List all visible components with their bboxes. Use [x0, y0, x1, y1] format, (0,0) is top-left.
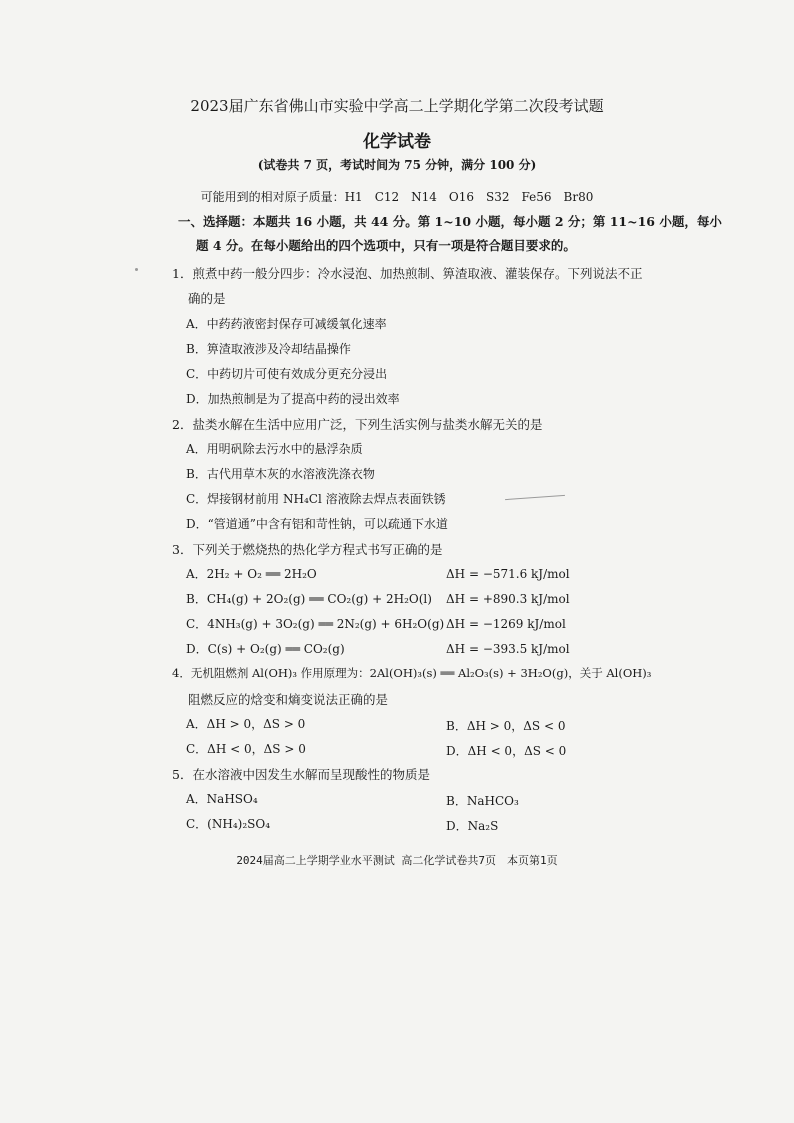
q5-option-b: B．NaHCO₃: [446, 794, 519, 808]
q4-option-c: C．ΔH < 0，ΔS > 0: [186, 742, 306, 756]
q2-option-b: B．古代用草木灰的水溶液洗涤衣物: [186, 467, 375, 481]
q3-option-b-enthalpy: ΔH = +890.3 kJ/mol: [446, 592, 570, 606]
q2-option-d: D．“管道通”中含有铝和苛性钠，可以疏通下水道: [186, 517, 448, 531]
q4-option-b: B．ΔH > 0，ΔS < 0: [446, 719, 566, 733]
q1-option-a: A．中药药液密封保存可减缓氧化速率: [186, 317, 387, 331]
q3-option-b: B．CH₄(g) + 2O₂(g) ══ CO₂(g) + 2H₂O(l): [186, 592, 432, 606]
q3-stem: 3．下列关于燃烧热的热化学方程式书写正确的是: [172, 542, 443, 557]
q3-option-d-enthalpy: ΔH = −393.5 kJ/mol: [446, 642, 570, 656]
exam-note: (试卷共 7 页，考试时间为 75 分钟，满分 100 分): [257, 158, 537, 172]
atomic-masses: 可能用到的相对原子质量：H1 C12 N14 O16 S32 Fe56 Br80: [200, 190, 594, 204]
q1-stem: 1．煎煮中药一般分四步：冷水浸泡、加热煎制、箅渣取液、灌装保存。下列说法不正: [172, 266, 643, 281]
q3-option-c: C．4NH₃(g) + 3O₂(g) ══ 2N₂(g) + 6H₂O(g): [186, 617, 445, 631]
q3-option-d: D．C(s) + O₂(g) ══ CO₂(g): [186, 642, 345, 656]
q5-stem: 5．在水溶液中因发生水解而呈现酸性的物质是: [172, 767, 430, 782]
q1-stem-cont: 确的是: [188, 291, 226, 306]
q2-option-a: A．用明矾除去污水中的悬浮杂质: [186, 442, 363, 456]
q2-option-c: C．焊接钢材前用 NH₄Cl 溶液除去焊点表面铁锈: [186, 492, 446, 506]
exam-title: 2023届广东省佛山市实验中学高二上学期化学第二次段考试题: [190, 97, 604, 115]
section-instruction-line1: 一、选择题：本题共 16 小题，共 44 分。第 1~10 小题，每小题 2 分；第 11~16 小题，每小: [178, 214, 722, 229]
q5-option-c: C．(NH₄)₂SO₄: [186, 817, 271, 831]
q4-stem: 4．无机阻燃剂 Al(OH)₃ 作用原理为：2Al(OH)₃(s) ══ Al₂O₃(s) + 3H₂O(g)，关于 Al(OH)₃: [172, 666, 652, 680]
q2-stem: 2．盐类水解在生活中应用广泛，下列生活实例与盐类水解无关的是: [172, 417, 543, 432]
section-instruction-line2: 题 4 分。在每小题给出的四个选项中，只有一项是符合题目要求的。: [196, 238, 576, 253]
q4-option-d: D．ΔH < 0，ΔS < 0: [446, 744, 567, 758]
scan-smudge: [505, 495, 565, 500]
scan-speck: [135, 268, 138, 271]
q5-option-d: D．Na₂S: [446, 819, 499, 833]
q3-option-a: A．2H₂ + O₂ ══ 2H₂O: [186, 567, 317, 581]
q3-option-a-enthalpy: ΔH = −571.6 kJ/mol: [446, 567, 570, 581]
q5-option-a: A．NaHSO₄: [186, 792, 258, 806]
q1-option-c: C．中药切片可使有效成分更充分浸出: [186, 367, 388, 381]
q4-stem-cont: 阻燃反应的焓变和熵变说法正确的是: [188, 692, 389, 707]
q4-option-a: A．ΔH > 0，ΔS > 0: [186, 717, 306, 731]
q3-option-c-enthalpy: ΔH = −1269 kJ/mol: [446, 617, 566, 631]
q1-option-b: B．箅渣取液涉及冷却结晶操作: [186, 342, 351, 356]
paper-subtitle: 化学试卷: [363, 132, 431, 152]
q1-option-d: D．加热煎制是为了提高中药的浸出效率: [186, 392, 400, 406]
page-footer: 2024届高二上学期学业水平测试 高二化学试卷共7页 本页第1页: [236, 854, 558, 867]
